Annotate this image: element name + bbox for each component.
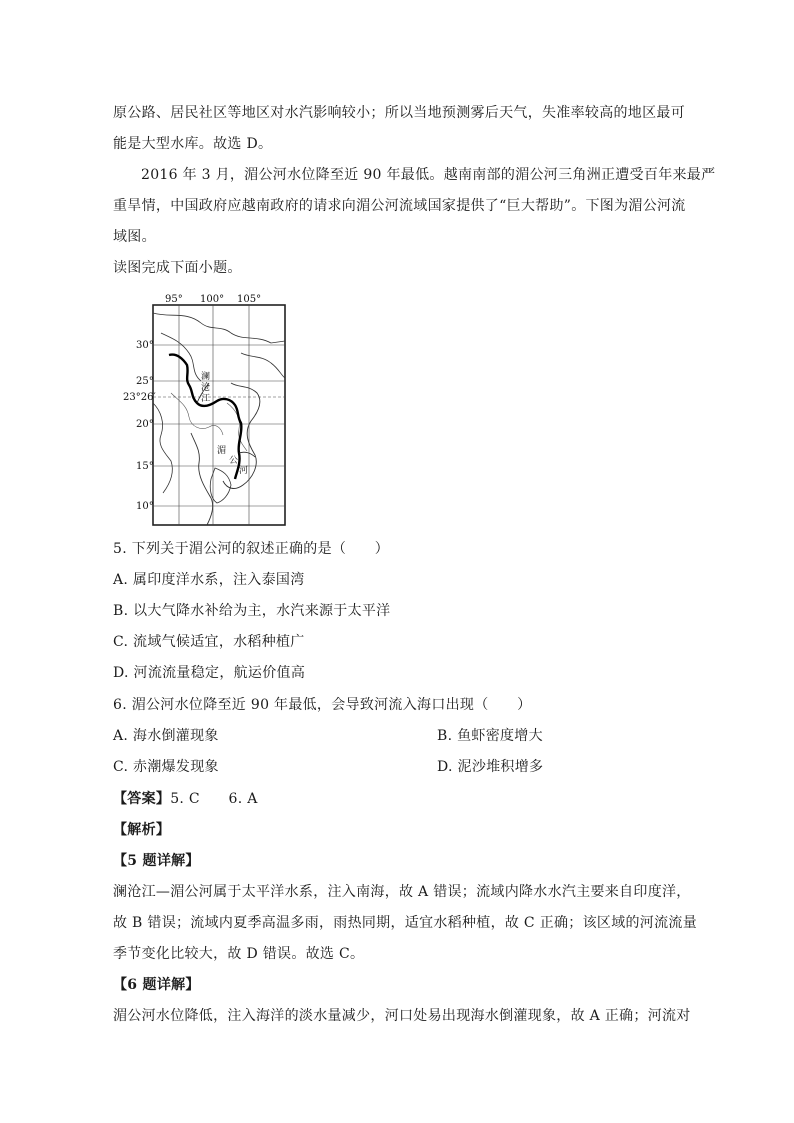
- river-label: 江: [201, 394, 211, 404]
- longitude-label: 105°: [237, 294, 262, 305]
- latitude-label: 10°: [136, 501, 154, 512]
- latitude-label: 23°26′: [123, 392, 156, 403]
- detail-6-line: 湄公河水位降低，注入海洋的淡水量减少，河口处易出现海水倒灌现象，故 A 正确；河流对: [113, 1008, 691, 1024]
- mekong-basin-map: [123, 293, 291, 527]
- map-frame: [153, 305, 285, 525]
- latitude-label: 30°: [136, 340, 154, 351]
- analysis-label: 【解析】: [113, 822, 171, 838]
- question-6-stem: 6. 湄公河水位降至近 90 年最低，会导致河流入海口出现（ ）: [113, 697, 532, 713]
- q5-option-c: C. 流域气候适宜，水稻种植广: [113, 634, 305, 650]
- latitude-label: 25°: [136, 376, 154, 387]
- paragraph-line: 能是大型水库。故选 D。: [113, 136, 273, 152]
- answer-line: [113, 789, 683, 809]
- detail-5-line: 澜沧江—湄公河属于太平洋水系，注入南海，故 A 错误；流域内降水水汽主要来自印度洋，: [113, 884, 691, 900]
- q5-option-d: D. 河流流量稳定，航运价值高: [113, 665, 306, 681]
- paragraph-line: 域图。: [113, 229, 156, 245]
- detail-5-label: 【5 题详解】: [113, 853, 200, 869]
- river-label: 公: [229, 456, 239, 466]
- paragraph-line: 2016 年 3 月，湄公河水位降至近 90 年最低。越南南部的湄公河三角洲正遭受百年来最严: [141, 167, 716, 183]
- longitude-label: 95°: [165, 294, 183, 305]
- q5-option-b: B. 以大气降水补给为主，水汽来源于太平洋: [113, 603, 391, 619]
- river-label: 河: [239, 466, 249, 476]
- river-label: 湄: [217, 446, 227, 456]
- longitude-label: 100°: [200, 294, 225, 305]
- q5-option-a: A. 属印度洋水系，注入泰国湾: [113, 572, 305, 588]
- q6-option-c: C. 赤潮爆发现象: [113, 759, 219, 775]
- paragraph-line: 原公路、居民社区等地区对水汽影响较小；所以当地预测雾后天气，失准率较高的地区最可: [113, 105, 685, 121]
- river-label: 澜: [201, 372, 211, 382]
- latitude-label: 15°: [136, 461, 154, 472]
- latitude-label: 20°: [136, 419, 154, 430]
- detail-6-label: 【6 题详解】: [113, 977, 200, 993]
- instruction-text: 读图完成下面小题。: [113, 260, 242, 276]
- river-label: 沧: [201, 383, 211, 393]
- q6-option-b: B. 鱼虾密度增大: [437, 728, 543, 744]
- detail-5-line: 故 B 错误；流域内夏季高温多雨，雨热同期，适宜水稻种植，故 C 正确；该区域的河流流量: [113, 915, 697, 931]
- q6-option-d: D. 泥沙堆积增多: [437, 759, 544, 775]
- question-5-stem: 5. 下列关于湄公河的叙述正确的是（ ）: [113, 541, 390, 557]
- answer-text: 5. C 6. A: [170, 791, 258, 807]
- detail-5-line: 季节变化比较大，故 D 错误。故选 C。: [113, 946, 365, 962]
- paragraph-line: 重旱情，中国政府应越南政府的请求向湄公河流域国家提供了“巨大帮助”。下图为湄公河流: [113, 198, 686, 214]
- q6-option-a: A. 海水倒灌现象: [113, 728, 219, 744]
- answer-label: 【答案】: [113, 791, 171, 807]
